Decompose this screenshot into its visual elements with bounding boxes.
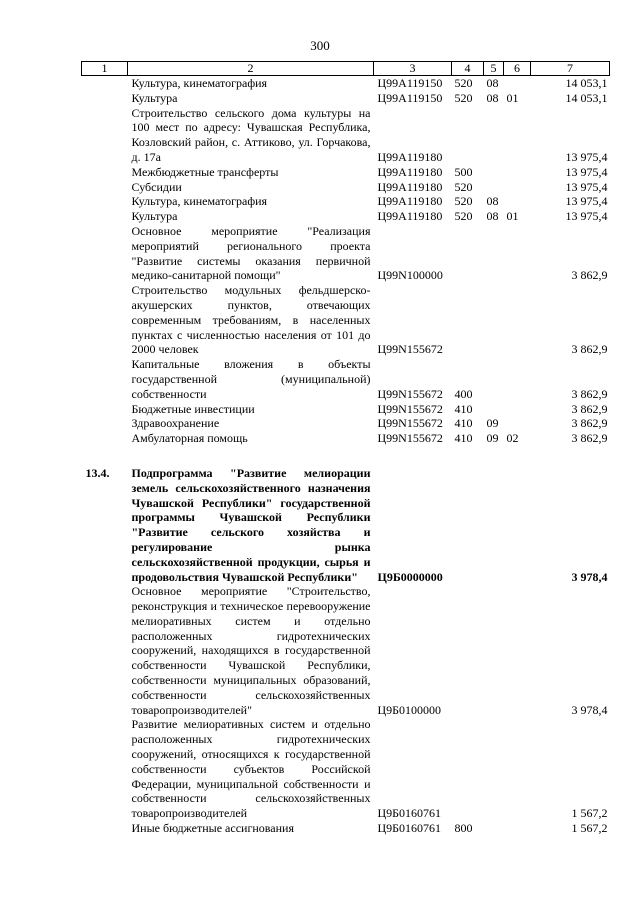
subsection-code xyxy=(504,717,531,821)
amount: 13 975,4 xyxy=(565,164,608,179)
item-name: Амбулаторная помощь xyxy=(131,431,248,446)
row-number xyxy=(82,357,128,401)
item-name: Культура xyxy=(131,209,178,224)
expense-type-code xyxy=(452,717,484,821)
table-row xyxy=(82,180,610,195)
section-code: 08 xyxy=(486,76,499,90)
table-row xyxy=(82,91,610,106)
amount: 3 862,9 xyxy=(571,401,608,416)
section-code xyxy=(484,402,504,417)
amount: 3 978,4 xyxy=(571,702,608,717)
amount: 3 862,9 xyxy=(571,431,608,446)
amount: 3 862,9 xyxy=(571,268,608,283)
item-name: Субсидии xyxy=(131,179,182,194)
row-number xyxy=(82,283,128,357)
expense-type-code: 520 xyxy=(454,179,473,194)
table-row xyxy=(82,717,610,821)
section-code xyxy=(484,357,504,401)
row-number xyxy=(82,717,128,821)
target-code: Ц99А119150 xyxy=(377,76,443,90)
table-row xyxy=(82,431,610,446)
table-row xyxy=(82,194,610,209)
row-number xyxy=(82,821,128,836)
subsection-code xyxy=(504,821,531,836)
subsection-code xyxy=(504,584,531,717)
column-header: 7 xyxy=(531,62,610,76)
section-code xyxy=(484,821,504,836)
amount: 3 978,4 xyxy=(571,569,608,584)
target-code: Ц99N155672 xyxy=(377,386,443,401)
budget-table xyxy=(81,61,609,836)
section-code: 09 xyxy=(486,416,499,431)
subsection-code xyxy=(504,466,531,584)
row-number xyxy=(82,402,128,417)
amount: 13 975,4 xyxy=(565,209,608,224)
row-spacer xyxy=(82,446,610,466)
table-row xyxy=(82,76,610,91)
section-code xyxy=(484,584,504,717)
table-row xyxy=(82,821,610,836)
target-code: Ц99А119180 xyxy=(377,149,443,164)
table-row xyxy=(82,106,610,165)
table-row xyxy=(82,466,610,584)
section-code xyxy=(484,165,504,180)
column-header: 3 xyxy=(374,62,452,76)
item-name: Основное мероприятие "Строительство, реконструкция и техническое перевооружение мелиоративных систем и отдельно расположенных гидротехнических сооружений, находящихся в государственной собственности Чувашской Республики, собственности муниципальных образований, собственности сельскохозяйственных товаропроизводителей" xyxy=(131,584,371,717)
table-header xyxy=(82,62,610,76)
subsection-code xyxy=(504,165,531,180)
row-number xyxy=(82,431,128,446)
section-code xyxy=(484,466,504,584)
column-header: 1 xyxy=(82,62,128,76)
item-name: Иные бюджетные ассигнования xyxy=(131,821,294,836)
target-code: Ц9Б0160761 xyxy=(377,806,442,821)
subsection-code xyxy=(504,283,531,357)
item-name: Здравоохранение xyxy=(131,416,220,431)
item-name: Подпрограмма "Развитие мелиорации земель сельскохозяйственного назначения Чувашской Республики" государственной программы Чувашской Республики "Развитие сельского хозяйства и регулирование рынка сельскохозяйственной продукции, сырья и продовольствия Чувашской Республики" xyxy=(131,465,371,584)
target-code: Ц99А119150 xyxy=(377,90,443,105)
target-code: Ц99А119180 xyxy=(377,209,443,224)
subsection-code: 01 xyxy=(506,90,519,105)
expense-type-code: 410 xyxy=(454,401,473,416)
row-number xyxy=(82,165,128,180)
column-header: 2 xyxy=(128,62,374,76)
subsection-code xyxy=(504,194,531,209)
column-header: 6 xyxy=(504,62,531,76)
expense-type-code xyxy=(452,224,484,283)
subsection-code: 02 xyxy=(506,431,519,446)
item-name: Бюджетные инвестиции xyxy=(131,401,255,416)
table-row xyxy=(82,402,610,417)
section-code xyxy=(484,224,504,283)
table-row xyxy=(82,209,610,224)
row-number xyxy=(82,584,128,717)
amount: 14 053,1 xyxy=(565,90,608,105)
item-name: Строительство сельского дома культуры на 100 мест по адресу: Чувашская Республика, Козловский район, с. Аттиково, ул. Горчакова, д. 17а xyxy=(131,105,371,164)
expense-type-code: 410 xyxy=(454,431,473,446)
page-number: 300 xyxy=(310,38,330,53)
target-code: Ц9Б0100000 xyxy=(377,702,442,717)
item-name: Культура, кинематография xyxy=(131,76,268,90)
item-name: Основное мероприятие "Реализация мероприятий регионального проекта "Развитие системы оказания первичной медико-санитарной помощи" xyxy=(131,223,371,283)
expense-type-code xyxy=(452,584,484,717)
row-number xyxy=(82,180,128,195)
subsection-code xyxy=(504,402,531,417)
section-code xyxy=(484,717,504,821)
subsection-code xyxy=(504,416,531,431)
section-code xyxy=(484,283,504,357)
row-number: 13.4. xyxy=(85,465,110,480)
amount: 1 567,2 xyxy=(571,821,608,836)
row-number xyxy=(82,224,128,283)
expense-type-code xyxy=(452,106,484,165)
expense-type-code: 400 xyxy=(454,386,473,401)
section-code: 08 xyxy=(486,209,499,224)
expense-type-code xyxy=(452,466,484,584)
row-number xyxy=(82,416,128,431)
expense-type-code: 520 xyxy=(454,76,473,90)
expense-type-code: 520 xyxy=(454,194,473,209)
subsection-code xyxy=(504,106,531,165)
amount: 1 567,2 xyxy=(571,806,608,821)
amount: 13 975,4 xyxy=(565,194,608,209)
table-body xyxy=(82,76,610,836)
table-row xyxy=(82,165,610,180)
item-name: Культура xyxy=(131,90,178,105)
column-header: 5 xyxy=(484,62,504,76)
table-row xyxy=(82,584,610,717)
item-name: Строительство модульных фельдшерско-акушерских пунктов, отвечающих современным требованиям, в населенных пунктах с численностью населения от 101 до 2000 человек xyxy=(131,283,371,357)
table-row xyxy=(82,357,610,401)
expense-type-code: 410 xyxy=(454,416,473,431)
item-name: Культура, кинематография xyxy=(131,194,268,209)
target-code: Ц99N155672 xyxy=(377,342,443,357)
item-name: Межбюджетные трансферты xyxy=(131,164,279,179)
subsection-code xyxy=(504,76,531,91)
amount: 3 862,9 xyxy=(571,386,608,401)
row-number xyxy=(82,209,128,224)
amount: 14 053,1 xyxy=(565,76,608,90)
row-number xyxy=(82,91,128,106)
target-code: Ц99А119180 xyxy=(377,194,443,209)
target-code: Ц9Б0000000 xyxy=(377,569,443,584)
expense-type-code: 520 xyxy=(454,209,473,224)
amount: 13 975,4 xyxy=(565,179,608,194)
target-code: Ц99А119180 xyxy=(377,179,443,194)
item-name: Развитие мелиоративных систем и отдельно расположенных гидротехнических сооружений, относящихся к государственной собственности субъектов Российской Федерации, муниципальной собственности и собственности сельскохозяйственных товаропроизводителей xyxy=(131,717,371,821)
item-name: Капитальные вложения в объекты государственной (муниципальной) собственности xyxy=(131,357,371,401)
column-header: 4 xyxy=(452,62,484,76)
subsection-code: 01 xyxy=(506,209,519,224)
amount: 3 862,9 xyxy=(571,416,608,431)
target-code: Ц99N155672 xyxy=(377,416,443,431)
expense-type-code: 800 xyxy=(454,821,473,836)
table-row xyxy=(82,224,610,283)
target-code: Ц99N155672 xyxy=(377,401,443,416)
amount: 3 862,9 xyxy=(571,342,608,357)
expense-type-code: 500 xyxy=(454,164,473,179)
section-code: 08 xyxy=(486,194,499,209)
section-code: 09 xyxy=(486,431,499,446)
section-code xyxy=(484,180,504,195)
subsection-code xyxy=(504,224,531,283)
target-code: Ц99N100000 xyxy=(377,268,443,283)
table-row xyxy=(82,283,610,357)
target-code: Ц99А119180 xyxy=(377,164,443,179)
section-code xyxy=(484,106,504,165)
amount: 13 975,4 xyxy=(565,149,608,164)
subsection-code xyxy=(504,180,531,195)
row-number xyxy=(82,106,128,165)
table-row xyxy=(82,416,610,431)
expense-type-code xyxy=(452,283,484,357)
section-code: 08 xyxy=(486,90,499,105)
target-code: Ц9Б0160761 xyxy=(377,821,442,836)
target-code: Ц99N155672 xyxy=(377,431,443,446)
expense-type-code: 520 xyxy=(454,90,473,105)
row-number xyxy=(82,194,128,209)
row-number xyxy=(82,76,128,91)
subsection-code xyxy=(504,357,531,401)
